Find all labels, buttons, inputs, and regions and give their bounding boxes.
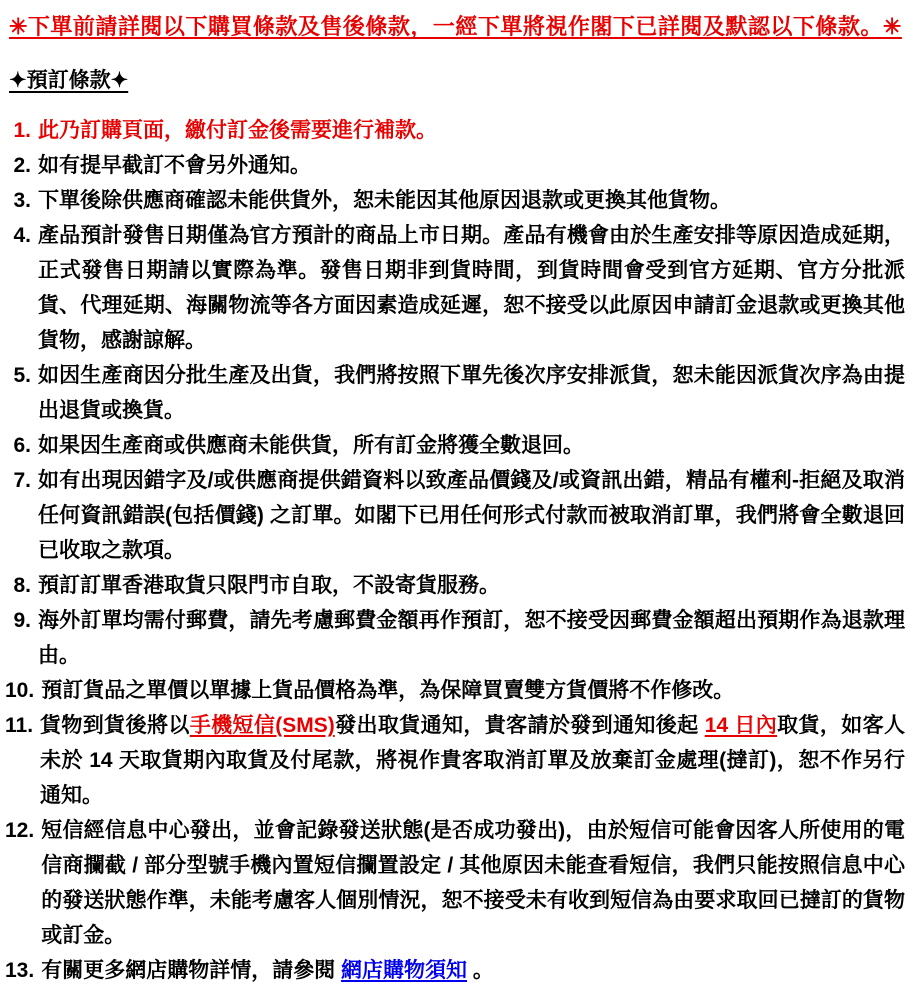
store-shopping-guide-link[interactable]: 網店購物須知 [341,958,468,982]
term-text [38,148,905,183]
term-item [5,708,905,813]
term-text-segment: 預訂訂單香港取貨只限門市自取，不設寄貨服務。 [38,573,500,597]
term-item [5,813,905,953]
term-text [41,673,905,708]
term-text-segment: 如有出現因錯字及/或供應商提供錯資料以致產品價錢及/或資訊出錯，精品有權利-拒絕及取消任何資訊錯誤(包括價錢) 之訂單。如閣下已用任何形式付款而被取消訂單，我們將會全數退回已收取之款項。 [38,468,905,562]
red-highlight-text: 14 日內 [704,713,778,737]
term-text [38,358,905,428]
term-text-segment: 海外訂單均需付郵費，請先考慮郵費金額再作預訂，恕不接受因郵費金額超出預期作為退款理由。 [38,608,905,667]
term-item [5,463,905,568]
term-text-segment: 取貨，如客人未於 14 天取貨期內取貨及付尾款，將視作貴客取消訂單及放棄訂金處理(撻訂)，恕不作另行通知。 [40,713,906,807]
term-item [5,148,905,183]
term-text [41,813,905,953]
term-text [38,428,905,463]
term-text-segment: 有關更多網店購物詳情，請參閱 [41,958,342,982]
term-text-segment: 如果因生產商或供應商未能供貨，所有訂金將獲全數退回。 [38,433,584,457]
term-text [38,568,905,603]
term-text-segment: 如有提早截訂不會另外通知。 [38,153,311,177]
term-text-segment: 預訂貨品之單價以單據上貨品價格為準，為保障買賣雙方貨價將不作修改。 [41,678,735,702]
term-text [38,463,905,568]
term-item [5,568,905,603]
preorder-terms-heading: ✦預訂條款✦ [9,68,129,92]
term-text [38,113,905,148]
term-number: 12. [5,818,35,842]
term-text-segment: 如因生產商因分批生產及出貨，我們將按照下單先後次序安排派貨，恕未能因派貨次序為由提出退貨或換貨。 [38,363,905,422]
term-number: 8. [13,573,31,597]
term-item [5,113,905,148]
term-number: 6. [13,433,31,457]
term-number: 5. [13,363,31,387]
term-number: 9. [13,608,31,632]
term-item [5,953,905,988]
term-number: 1. [13,118,31,142]
term-text [41,953,905,988]
term-number: 2. [13,153,31,177]
purchase-notice-header: ✳下單前請詳閱以下購買條款及售後條款，一經下單將視作閣下已詳閱及默認以下條款。✳ [9,14,902,39]
red-highlight-text: 手機短信(SMS) [189,713,335,737]
term-text-segment: 產品預計發售日期僅為官方預計的商品上市日期。產品有機會由於生產安排等原因造成延期，正式發售日期請以實際為準。發售日期非到貨時間，到貨時間會受到官方延期、官方分批派貨、代理延期、海關物流等各方面因素造成延遲，恕不接受以此原因申請訂金退款或更換其他貨物，感謝諒解。 [38,223,905,352]
term-item [5,603,905,673]
term-number: 13. [5,958,35,982]
term-item [5,218,905,358]
term-number: 4. [13,223,31,247]
terms-list [5,113,905,988]
term-text-segment: 下單後除供應商確認未能供貨外，恕未能因其他原因退款或更換其他貨物。 [38,188,731,212]
term-number: 10. [5,678,35,702]
term-text-segment: 發出取貨通知，貴客請於發到通知後起 [334,713,705,737]
term-text-segment: 貨物到貨後將以 [40,713,190,737]
term-item [5,358,905,428]
term-item [5,183,905,218]
term-number: 7. [13,468,31,492]
term-number: 3. [13,188,31,212]
term-item [5,673,905,708]
term-text [38,183,905,218]
term-text-segment: 此乃訂購頁面，繳付訂金後需要進行補款。 [38,118,437,142]
term-text-segment: 。 [467,958,494,982]
term-text [38,218,905,358]
term-text-segment: 短信經信息中心發出，並會記錄發送狀態(是否成功發出)，由於短信可能會因客人所使用的電信商攔截 / 部分型號手機內置短信攔置設定 / 其他原因未能查看短信，我們只能按照信息中心的發送狀態作準，未能考慮客人個別情況，恕不接受未有收到短信為由要求取回已撻訂的貨物或訂金。 [41,818,905,947]
term-item [5,428,905,463]
term-number: 11. [5,713,34,737]
term-text [40,708,905,813]
term-text [38,603,905,673]
